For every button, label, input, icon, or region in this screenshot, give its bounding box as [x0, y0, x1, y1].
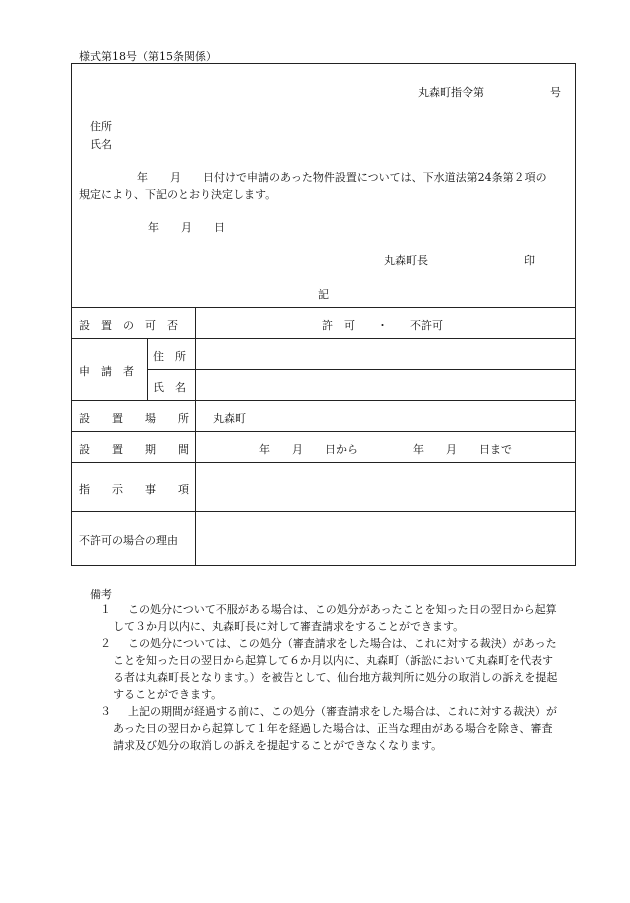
table-line	[71, 400, 576, 401]
ki-label: 記	[318, 288, 329, 301]
notes-title: 備考	[90, 588, 112, 601]
note-line: る者は丸森町長となります。）を被告として、仙台地方裁判所に処分の取消しの訴えを提起	[113, 671, 558, 684]
table-line	[71, 431, 576, 432]
decision-date: 年 月 日	[148, 221, 225, 234]
table-line	[147, 338, 148, 400]
applicant-name-label: 氏 名	[153, 381, 186, 394]
form-number: 様式第18号（第15条関係）	[79, 50, 217, 63]
table-line	[195, 307, 196, 566]
order-number: 丸森町指令第 号	[418, 86, 561, 99]
table-line	[71, 307, 576, 308]
note-number: ２	[100, 637, 111, 650]
period-value: 年 月 日から 年 月 日まで	[259, 443, 512, 456]
period-label: 設 置 期 間	[79, 443, 189, 456]
location-label: 設 置 場 所	[79, 412, 189, 425]
applicant-address-label: 住 所	[153, 350, 186, 363]
note-number: ３	[100, 705, 111, 718]
note-line: 請求及び処分の取消しの訴えを提起することができなくなります。	[113, 739, 443, 752]
note-line: ことを知った日の翌日から起算して６か月以内に、丸森町（訴訟において丸森町を代表す	[113, 654, 553, 667]
location-value: 丸森町	[213, 412, 246, 425]
permission-label: 設 置 の 可 否	[79, 319, 178, 332]
instructions-label: 指 示 事 項	[79, 483, 189, 496]
table-line	[71, 462, 576, 463]
applicant-label: 申 請 者	[79, 365, 134, 378]
note-line: この処分について不服がある場合は、この処分があったことを知った日の翌日から起算	[128, 603, 557, 616]
seal-mark: 印	[524, 254, 535, 267]
table-line	[71, 511, 576, 512]
body-text-line1: 年 月 日付けで申請のあった物件設置については、下水道法第24条第２項の	[137, 171, 547, 184]
note-line: することができます。	[113, 688, 223, 701]
address-label: 住所	[90, 120, 112, 133]
refusal-reason-label: 不許可の場合の理由	[79, 534, 178, 547]
signatory-title: 丸森町長	[384, 254, 428, 267]
table-line	[147, 369, 576, 370]
body-text-line2: 規定により、下記のとおり決定します。	[79, 188, 277, 201]
permission-value: 許 可 ・ 不許可	[322, 319, 443, 332]
name-label: 氏名	[90, 138, 112, 151]
note-line: 上記の期間が経過する前に、この処分（審査請求をした場合は、これに対する裁決）が	[128, 705, 557, 718]
note-number: １	[100, 603, 111, 616]
note-line: この処分については、この処分（審査請求をした場合は、これに対する裁決）があった	[128, 637, 557, 650]
note-line: あった日の翌日から起算して１年を経過した場合は、正当な理由がある場合を除き、審査	[113, 722, 553, 735]
note-line: して３か月以内に、丸森町長に対して審査請求をすることができます。	[113, 620, 465, 633]
